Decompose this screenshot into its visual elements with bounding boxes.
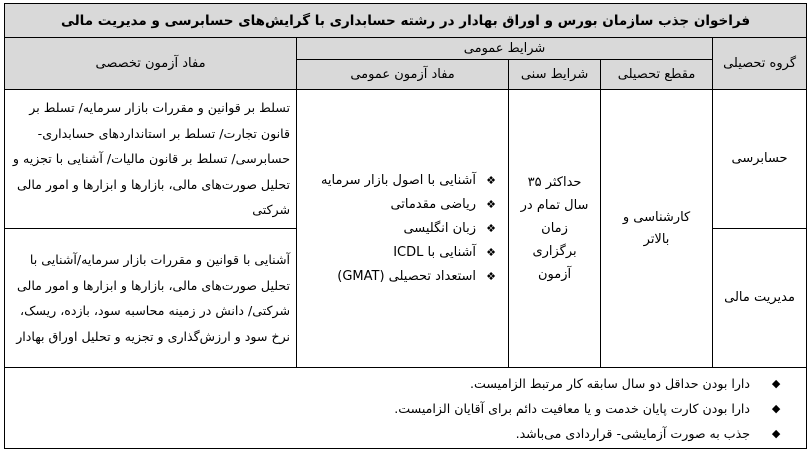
group-auditing: حسابرسی	[713, 90, 807, 229]
diamond-bullet-icon: ❖	[486, 269, 496, 283]
requirement-item	[5, 421, 784, 446]
age-cell: حداکثر ۳۵ سال تمام در زمان برگزاری آزمون	[509, 90, 601, 368]
diamond-bullet-icon: ❖	[486, 245, 496, 259]
diamond-bullet-icon: ❖	[486, 197, 496, 211]
diamond-bullet-icon: ❖	[486, 221, 496, 235]
topic-item	[297, 241, 500, 265]
diamond-bullet-icon: ◆	[771, 376, 781, 390]
recruitment-table	[4, 3, 807, 449]
degree-cell: کارشناسی و بالاتر	[601, 90, 713, 368]
specialized-auditing: تسلط بر قوانین و مقررات بازار سرمایه/ تسلط بر قانون تجارت/ تسلط بر استانداردهای حسابداری- حسابرسی/ تسلط بر قانون مالیات/ آشنایی با تجزیه و تحلیل صورت‌های مالی، بازارها و ابزارها و امور مالی شرکتی	[5, 90, 297, 229]
requirement-item	[5, 371, 784, 396]
requirement-text: دارا بودن حداقل دو سال سابقه کار مرتبط الزامیست.	[469, 375, 751, 391]
diamond-bullet-icon: ❖	[486, 173, 496, 187]
specialized-financial-management: آشنایی با قوانین و مقررات بازار سرمایه/آشنایی با تحلیل صورت‌های مالی، بازارها و ابزارها و امور مالی شرکتی/ دانش در زمینه محاسبه سود، بازده، ریسک، نرخ سود و ارزش‌گذاری و تجزیه و تحلیل اوراق بهادار	[5, 229, 297, 368]
requirement-text: دارا بودن کارت پایان خدمت و یا معافیت دائم برای آقایان الزامیست.	[394, 400, 751, 416]
header-age: شرایط سنی	[509, 60, 601, 90]
header-group: گروه تحصیلی	[713, 38, 807, 90]
header-degree: مقطع تحصیلی	[601, 60, 713, 90]
topic-text: آشنایی با ICDL	[393, 244, 477, 260]
topic-item	[297, 265, 500, 289]
topic-text: زبان انگلیسی	[403, 220, 477, 236]
document-title: فراخوان جذب سازمان بورس و اوراق بهادار در رشته حسابداری با گرایش‌های حسابرسی و مدیریت مالی	[5, 4, 807, 38]
topic-item	[297, 169, 500, 193]
requirements-cell	[5, 368, 807, 449]
requirement-text: جذب به صورت آزمایشی- قراردادی می‌باشد.	[515, 425, 751, 441]
topic-text: استعداد تحصیلی (GMAT)	[337, 268, 477, 284]
topic-item	[297, 193, 500, 217]
topic-item	[297, 217, 500, 241]
header-general-conditions: شرایط عمومی	[297, 38, 713, 60]
group-financial-management: مدیریت مالی	[713, 229, 807, 368]
requirement-item	[5, 396, 784, 421]
diamond-bullet-icon: ◆	[771, 426, 781, 440]
general-exam-topics	[297, 90, 509, 368]
header-specialized-exam: مفاد آزمون تخصصی	[5, 38, 297, 90]
diamond-bullet-icon: ◆	[771, 401, 781, 415]
header-general-exam: مفاد آزمون عمومی	[297, 60, 509, 90]
topic-text: ریاضی مقدماتی	[390, 196, 477, 212]
topic-text: آشنایی با اصول بازار سرمایه	[320, 172, 477, 188]
